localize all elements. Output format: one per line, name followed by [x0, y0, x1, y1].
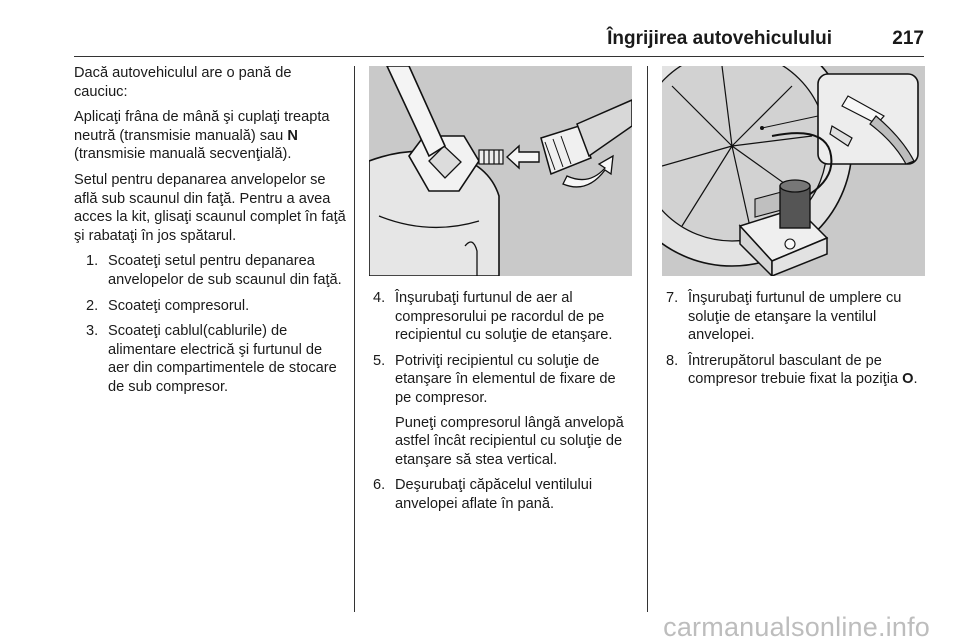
watermark: carmanualsonline.info: [663, 612, 930, 642]
step-text: Scoateţi cablul(cablurile) de alimentare electrică şi furtunul de aer din compartimentele de stocare de sub compresor.: [108, 323, 337, 395]
column-divider-1: [354, 66, 355, 612]
paragraph-handbrake-text-end: (transmisie manuală secvenţială).: [74, 146, 292, 163]
step-number: 3.: [86, 323, 99, 340]
step-item: [86, 322, 346, 396]
step-item: [373, 289, 635, 345]
step-text: Înşurubaţi furtunul de umplere cu soluţie de etanşare la ventilul anvelopei.: [688, 290, 902, 344]
column-divider-2: [647, 66, 648, 612]
step-text: Deşurubaţi căpăcelul ventilului anvelopei aflate în pană.: [395, 477, 593, 512]
step-number: 6.: [373, 477, 386, 494]
step-item: [86, 297, 346, 316]
step-number: 8.: [666, 352, 679, 369]
paragraph-kit-location: Setul pentru depanarea anvelopelor se află sub scaunul din faţă. Pentru a avea acces la kit, glisaţi scaunul complet în faţă şi rabataţi în jos spătarul.: [74, 171, 346, 244]
step-text: Potriviţi recipientul cu soluţie de etanşare în elementul de fixare de pe compresor.: [395, 352, 616, 406]
gear-n-label: N: [287, 127, 298, 144]
header-rule: [74, 56, 924, 57]
compressor-illustration: [662, 66, 925, 276]
column-middle: [373, 289, 635, 521]
sealant-bottle-illustration: [369, 66, 632, 276]
step-text-end: .: [913, 371, 918, 388]
switch-position-label: O: [902, 371, 914, 388]
step-item: [86, 252, 346, 289]
step-text: Înşurubaţi furtunul de aer al compresorului pe racordul de pe recipientul cu soluţie de etanşare.: [395, 290, 613, 344]
paragraph-handbrake: [74, 108, 346, 164]
step-number: 4.: [373, 290, 386, 306]
header-title: Îngrijirea autovehiculului: [607, 28, 832, 49]
step-subparagraph: Puneţi compresorul lângă anvelopă astfel încât recipientul cu soluţie de etanşare să stea vertical.: [395, 414, 624, 468]
sealant-bottle-hose-figure: [369, 66, 632, 276]
step-number: 5.: [373, 352, 386, 369]
paragraph-flat-tyre: Dacă autovehiculul are o pană de cauciuc:: [74, 65, 292, 100]
step-text: [688, 353, 918, 388]
compressor-tyre-valve-figure: [662, 66, 925, 276]
page-number: 217: [892, 28, 924, 49]
column-left: [74, 64, 346, 404]
step-item: [666, 352, 928, 389]
column-right: [666, 289, 928, 396]
step-text: Scoateţi setul pentru depanarea anvelopelor de sub scaunul din faţă.: [108, 253, 342, 288]
step-text: Scoateţi compresorul.: [108, 297, 250, 314]
page-header: [74, 22, 924, 52]
step-number: 1.: [86, 253, 99, 270]
step-number: 7.: [666, 290, 679, 306]
paragraph-handbrake-text: Aplicaţi frâna de mână şi cuplaţi treapta neutră (transmisie manuală) sau: [74, 109, 330, 144]
step-number: 2.: [86, 297, 99, 314]
step-item: [373, 476, 635, 513]
step-item: [666, 289, 928, 345]
step-item: [373, 352, 635, 470]
step-text-start: Întrerupătorul basculant de pe compresor trebuie fixat la poziţia: [688, 352, 903, 388]
